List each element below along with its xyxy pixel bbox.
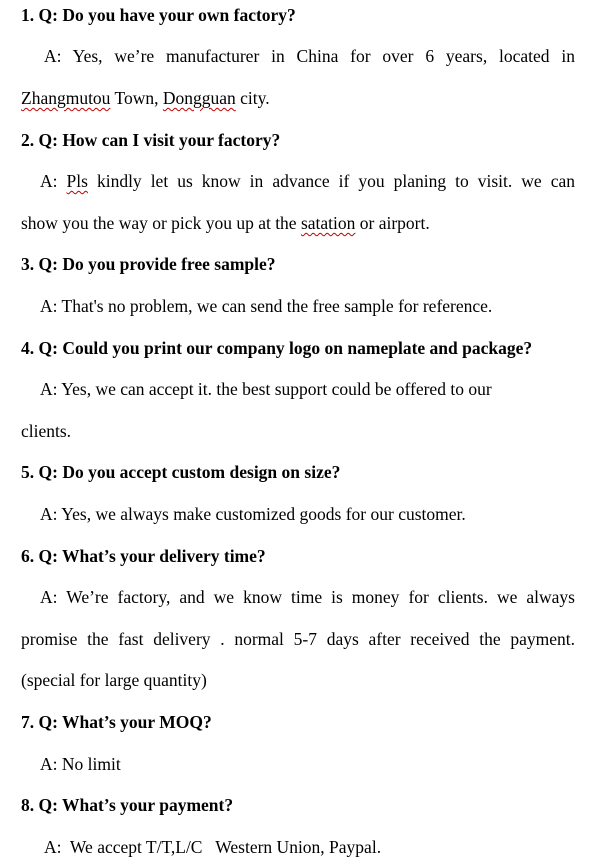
faq-question-4: 4. Q: Could you print our company logo on nameplate and package? bbox=[21, 338, 533, 358]
faq-answer-6-line-1: A: We’re factory, and we know time is money for clients. we always bbox=[40, 587, 575, 607]
faq-answer-1-line-2: Zhangmutou Town, Dongguan city. bbox=[21, 88, 270, 108]
faq-answer-2-line-2: show you the way or pick you up at the satation or airport. bbox=[21, 213, 430, 233]
faq-answer-7-line-1: A: No limit bbox=[40, 754, 121, 774]
faq-question-7: 7. Q: What’s your MOQ? bbox=[21, 712, 212, 732]
faq-answer-8-line-1: A: We accept T/T,L/C Western Union, Paypal. bbox=[44, 837, 382, 857]
faq-answer-5-line-1: A: Yes, we always make customized goods for our customer. bbox=[40, 504, 466, 524]
spellcheck-word: satation bbox=[300, 213, 356, 233]
faq-answer-1-line-1: A: Yes, we’re manufacturer in China for over 6 years, located in bbox=[44, 46, 575, 66]
spellcheck-word: Dongguan bbox=[162, 88, 236, 108]
faq-answer-2-line-1: A: Pls kindly let us know in advance if you planing to visit. we can bbox=[40, 171, 576, 191]
faq-question-5: 5. Q: Do you accept custom design on size? bbox=[21, 462, 341, 482]
spellcheck-word: Zhangmutou bbox=[21, 88, 111, 108]
faq-answer-6-line-2: promise the fast delivery . normal 5-7 days after received the payment. bbox=[21, 629, 575, 649]
faq-question-8: 8. Q: What’s your payment? bbox=[21, 795, 234, 815]
faq-question-1: 1. Q: Do you have your own factory? bbox=[21, 5, 296, 25]
faq-answer-3-line-1: A: That's no problem, we can send the free sample for reference. bbox=[40, 296, 493, 316]
faq-question-2: 2. Q: How can I visit your factory? bbox=[21, 130, 281, 150]
faq-answer-4-line-2: clients. bbox=[21, 421, 72, 441]
faq-answer-6-line-3: (special for large quantity) bbox=[21, 670, 207, 690]
faq-question-3: 3. Q: Do you provide free sample? bbox=[21, 254, 276, 274]
faq-question-6: 6. Q: What’s your delivery time? bbox=[21, 546, 266, 566]
spellcheck-word: Pls bbox=[66, 171, 88, 191]
faq-answer-4-line-1: A: Yes, we can accept it. the best support could be offered to our bbox=[40, 379, 492, 399]
